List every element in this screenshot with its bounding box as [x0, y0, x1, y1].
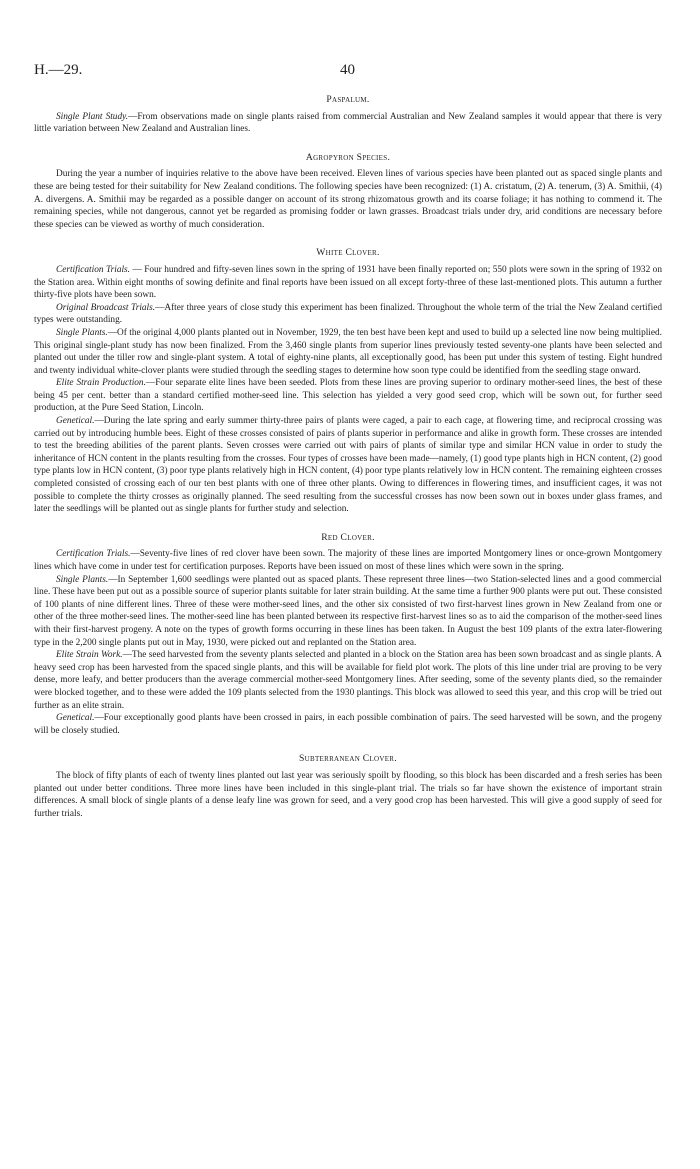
paragraph — [34, 111, 662, 136]
paragraph — [34, 574, 662, 650]
paragraph-lead: Certification Trials. — [56, 549, 131, 560]
document-reference: H.—29. — [34, 62, 83, 78]
paragraph-text: —Seventy-five lines of red clover have been sown. The majority of these lines are imported Montgomery lines or once-grown Montgomery lines which have come in under test for certification purposes. Reports have been issued on most of these lines which were sown in the spring. — [34, 549, 663, 572]
paragraph-lead: Genetical. — [56, 416, 95, 427]
paragraph-lead: Elite Strain Work. — [56, 650, 123, 661]
paragraph — [34, 302, 662, 327]
paragraph — [34, 649, 662, 712]
paragraph-lead: Genetical. — [56, 713, 95, 724]
section-heading: Paspalum. — [326, 94, 370, 105]
paragraph-text: —From observations made on single plants raised from commercial Australian and New Zealand samples it would appear that there is very little variation between New Zealand and Australian lines. — [34, 111, 662, 135]
paragraph-text: —Of the original 4,000 plants planted out in November, 1929, the ten best have been kept and used to build up a selected line now being multiplied. This original single-plant study has now been finalized. From the 3,460 single plants from superior lines previously tested seventy-one plants have been selected and planted out under the tiller row and single-plant system. A total of eighty-nine plants, all exceptionally good, has been put under this system of testing. Eight hundred and twenty individual white-clover plants were studied through the seedling stages to determine how soon type could be identified from the seedling stage onward. — [34, 327, 662, 376]
page-number: 40 — [340, 62, 355, 78]
paragraph — [34, 770, 662, 820]
paragraph — [34, 327, 662, 377]
section-heading: Agropyron Species. — [305, 151, 391, 163]
paragraph-text: —After three years of close study this experiment has been finalized. Throughout the whole term of the trial the New Zealand certified types were outstanding. — [34, 302, 662, 326]
paragraph — [34, 712, 662, 737]
paragraph-lead: Single Plants. — [56, 574, 109, 585]
page-content — [34, 94, 662, 836]
paragraph-text: —The seed harvested from the seventy plants selected and planted in a block on the Station area has been sown broadcast and as single plants. A heavy seed crop has been harvested from the spaced single plants, and this will be available for field plot work. The plots of this line under trial are proving to be very dense, more leafy, and better producers than the average commercial mother-seed Montgomery lines. After seeding, some of the seventy plants died, so the remainder were blocked together, and to these were added the 109 plants selected from the 1930 plantings. This block was allowed to seed this year, and this crop will be tried out further as an elite strain. — [34, 650, 662, 711]
paragraph-lead: Single Plants. — [56, 327, 108, 338]
paragraph-text: —Four exceptionally good plants have been crossed in pairs, in each possible combination of pairs. The seed harvested will be sown, and the progeny will be closely studied. — [34, 713, 662, 736]
paragraph-text: During the year a number of inquiries relative to the above have been received. Eleven lines of various species have been planted out as spaced single plants and these are being tested for their suitability for New Zealand conditions. The following species have been recognized: (1) A. cristatum, (2) A. tenerum, (3) A. Smithii, (4) A. divergens. A. Smithii may be regarded as a possible danger on account of its strong rhizomatous growth and its coarse foliage; it has nothing to commend it. The remaining species, while not dangerous, cannot yet be regarded as promising fodder or lawn grasses. Broadcast trials under dry, arid conditions are necessary before these species can be viewed as worthy of much consideration. — [34, 169, 662, 230]
paragraph — [34, 415, 662, 516]
section-heading: Subterranean Clover. — [299, 753, 397, 765]
section-heading: White Clover. — [316, 247, 380, 259]
section-subterranean-clover — [34, 753, 662, 820]
paragraph — [34, 168, 662, 231]
paragraph-text: The block of fifty plants of each of twenty lines planted out last year was seriously spoilt by flooding, so this block has been discarded and a fresh series has been planted out under better conditions. Three more lines have been included in this single-plant trial. The trials so far have shown the existence of important strain differences. A small block of single plants of a dense leafy line was grown for seed, and a very good crop has been harvested. This will give a good supply of seed for further trials. — [34, 770, 662, 819]
paragraph — [34, 377, 662, 415]
paragraph — [34, 548, 662, 573]
paragraph-lead: Elite Strain Production. — [56, 378, 146, 389]
paragraph-text: —Four separate elite lines have been seeded. Plots from these lines are proving superior to ordinary mother-seed lines, the best of these being 45 per cent. better than a standard certified mother-seed line. This selection has yielded a very good seed crop, which will be sown out, for further seed production, at the Pure Seed Station, Lincoln. — [34, 378, 662, 414]
paragraph-text: — Four hundred and fifty-seven lines sown in the spring of 1931 have been finally reported on; 550 plots were sown in the spring of 1932 on the Station area. Within eight months of sowing definite and final reports have been issued on all except forty-three of these last-mentioned plots. This autumn a further thirty-five plots have been sown. — [34, 264, 662, 301]
section-paspalum — [34, 94, 662, 136]
paragraph-lead: Original Broadcast Trials. — [56, 302, 156, 313]
paragraph-lead: Certification Trials. — [56, 264, 130, 275]
page-header — [34, 62, 658, 82]
section-agropyron-species — [34, 152, 662, 232]
paragraph-text: —During the late spring and early summer thirty-three pairs of plants were caged, a pair to each cage, at flowering time, and reciprocal crossing was carried out by introducing humble bees. Eight of these crosses consisted of pairs of plants superior in performance and alike in growth form. These crosses are intended to test the breeding abilities of the parent plants. Seven crosses were carried out with pairs of plants of similar type and similar HCN value in order to study the inheritance of HCN content in the plants resulting from the crosses. Four types of crosses have been made—namely, (1) good type plants high in HCN content, (2) good type plants low in HCN content, (3) poor type plants relatively high in HCN content, (4) poor type plants relatively low in HCN content. The remaining eighteen crosses completed consisted of crossing each of our ten best plants with one of three other plants. Owing to differences in flowering times, and insufficient cages, it was not possible to complete the thirty crosses as originally planned. The seed resulting from the successful crosses has now been sown out in boxes under glass frames, and later the seedlings will be planted out as single plants for further study and selection. — [34, 416, 662, 515]
section-heading: Red Clover. — [321, 531, 375, 543]
paragraph — [34, 264, 662, 302]
section-red-clover — [34, 532, 662, 738]
paragraph-text: —In September 1,600 seedlings were planted out as spaced plants. These represent three lines—two Station-selected lines and a good commercial line. These have been put out as a possible source of superior plants suitable for later strain building. At the same time a further 900 plants were put out. These consisted of 100 plants of nine different lines. Three of these were mother-seed lines, and the other six consisted of two first-harvest lines grown in New Zealand from one or other of the three mother-seed lines. The mother-seed line has been planted between its respective first-harvest lines so as to aid the comparison of the mother-seed lines with their first-harvest progeny. A note on the types of growth forms occurring in these lines has been taken. In August the best 109 plants of the extra later-flowering type in the 2,200 single plants put out in May, 1930, were picked out and replanted on the Station area. — [34, 574, 662, 648]
section-white-clover — [34, 247, 662, 515]
paragraph-lead: Single Plant Study. — [56, 111, 129, 122]
